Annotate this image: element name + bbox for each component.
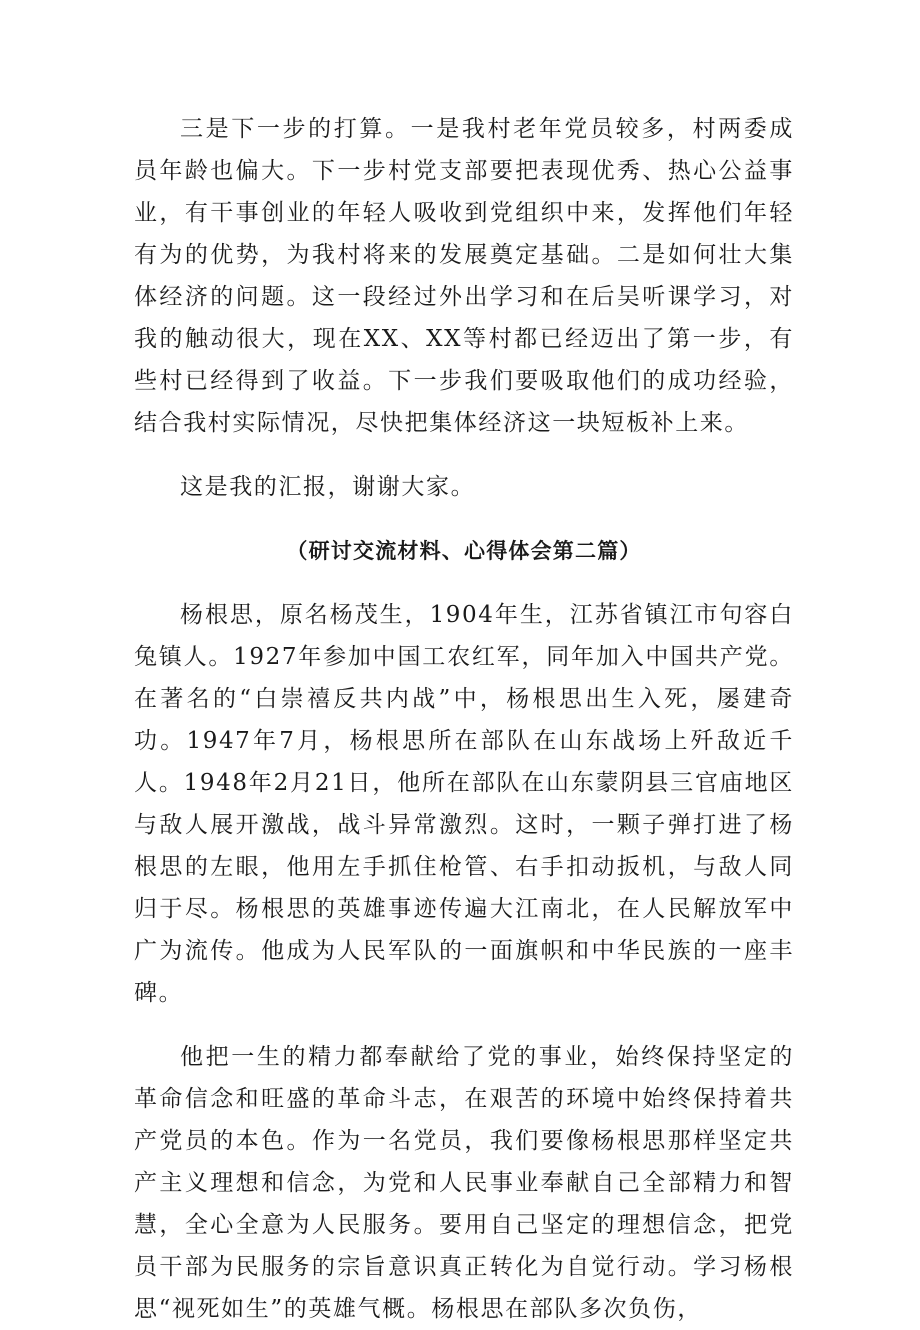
- paragraph-biography: 杨根思，原名杨茂生，1904年生，江苏省镇江市句容白兔镇人。1927年参加中国工农红军，同年加入中国共产党。在著名的“白崇禧反共内战”中，杨根思出生入死，屡建奇功。1947年7月，杨根思所在部队在山东战场上歼敌近千人。1948年2月21日，他所在部队在山东蒙阴县三官庙地区与敌人展开激战，战斗异常激烈。这时，一颗子弹打进了杨根思的左眼，他用左手抓住枪管、右手扣动扳机，与敌人同归于尽。杨根思的英雄事迹传遍大江南北，在人民解放军中广为流传。他成为人民军队的一面旗帜和中华民族的一座丰碑。: [134, 602, 794, 1006]
- document-body: [134, 108, 794, 1330]
- section-heading: （研讨交流材料、心得体会第二篇）: [286, 538, 642, 563]
- paragraph-closing-remark: 这是我的汇报，谢谢大家。: [180, 474, 476, 500]
- paragraph-next-steps: 三是下一步的打算。一是我村老年党员较多，村两委成员年龄也偏大。下一步村党支部要把表现优秀、热心公益事业，有干事创业的年轻人吸收到党组织中来，发挥他们年轻有为的优势，为我村将来的发展奠定基础。二是如何壮大集体经济的问题。这一段经过外出学习和在后吴听课学习，对我的触动很大，现在XX、XX等村都已经迈出了第一步，有些村已经得到了收益。下一步我们要吸取他们的成功经验，结合我村实际情况，尽快把集体经济这一块短板补上来。: [134, 116, 794, 436]
- paragraph-reflection: 他把一生的精力都奉献给了党的事业，始终保持坚定的革命信念和旺盛的革命斗志，在艰苦的环境中始终保持着共产党员的本色。作为一名党员，我们要像杨根思那样坚定共产主义理想和信念，为党和人民事业奉献自己全部精力和智慧，全心全意为人民服务。要用自己坚定的理想信念，把党员干部为民服务的宗旨意识真正转化为自觉行动。学习杨根思“视死如生”的英雄气概。杨根思在部队多次负伤，: [134, 1044, 794, 1322]
